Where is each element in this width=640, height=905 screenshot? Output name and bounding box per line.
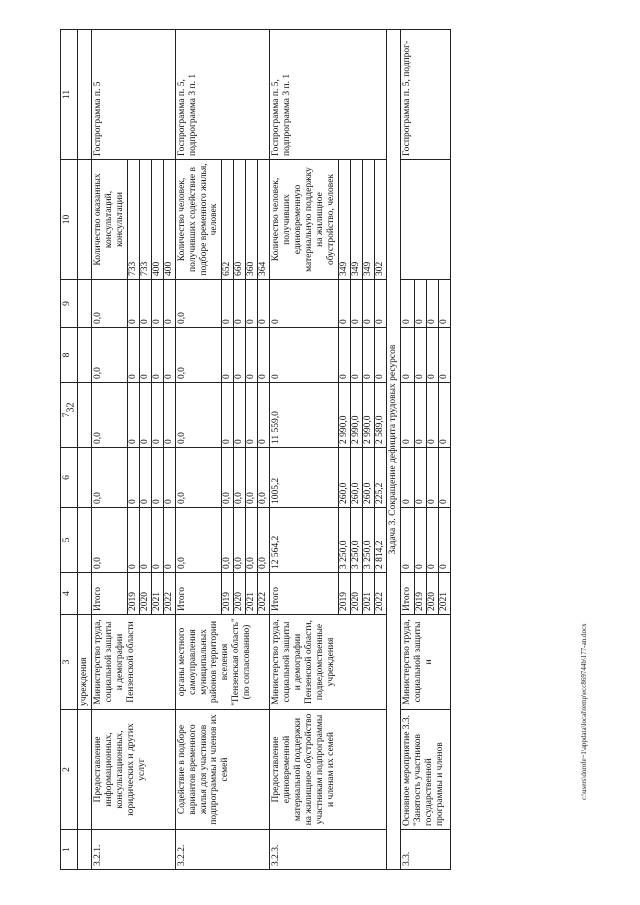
activity-executor: Министерство труда, социальной защиты и демографии Пензенской области	[91, 615, 175, 710]
value-cell: 0,0	[246, 508, 258, 573]
source-cell: Госпрограмма п. 5, подпрог-	[400, 30, 450, 160]
header-cell: 7	[61, 383, 78, 448]
cell	[78, 160, 92, 280]
value-cell: 0	[438, 508, 450, 573]
value-cell: 0,0	[175, 383, 222, 448]
value-cell: 0	[258, 280, 270, 328]
value-cell: 0	[362, 280, 374, 328]
value-cell: 0	[163, 280, 175, 328]
value-cell: 2 990,0	[350, 383, 362, 448]
year-cell: 2020	[139, 573, 151, 615]
indicator-value: 364	[258, 160, 270, 280]
value-cell: 0	[151, 383, 163, 448]
year-cell: 2022	[374, 573, 386, 615]
program-table-sheet	[60, 30, 580, 870]
value-cell: 0,0	[234, 448, 246, 508]
task-title: Задача 3. Сокращение дефицита трудовых ресурсов	[386, 30, 400, 870]
value-cell: 0	[414, 328, 426, 383]
footer-path: c:\users\dorofe~1\appdata\local\temp\ecc869744b\177-an.docx	[580, 623, 588, 800]
value-cell: 0	[127, 280, 139, 328]
activity-name: Содействие в подборе вариантов временного жилья для участников подпрограммы и членов их семей	[175, 710, 270, 830]
value-cell: 0	[438, 383, 450, 448]
value-cell: 0	[163, 328, 175, 383]
source-cell: Госпрограмма п. 5	[91, 30, 175, 160]
cell	[78, 30, 92, 160]
value-cell: 0	[234, 280, 246, 328]
value-cell: 0	[139, 328, 151, 383]
activity-number: 3.2.1.	[91, 830, 175, 870]
value-cell: 0	[222, 280, 234, 328]
activity-executor: Министерство труда, социальной защиты и демографии Пензенской области, подведомственные учреждения	[270, 615, 387, 710]
year-cell: 2019	[338, 573, 350, 615]
value-cell: 0,0	[91, 328, 127, 383]
activity-row	[91, 30, 127, 870]
value-cell: 260,0	[362, 448, 374, 508]
cell	[78, 830, 92, 870]
value-cell: 0	[438, 448, 450, 508]
indicator-cell: Количество человек, получивших единовременную материальную поддержку на жилищное обустройство, человек	[270, 160, 339, 280]
value-cell: 0	[163, 383, 175, 448]
executor-cell: учреждения	[78, 615, 92, 710]
header-cell: 2	[61, 710, 78, 830]
carry-row	[78, 30, 92, 870]
year-cell: 2022	[163, 573, 175, 615]
value-cell: 0	[151, 508, 163, 573]
indicator-value: 302	[374, 160, 386, 280]
indicator-cell: Количество оказанных консультаций, консультации	[91, 160, 127, 280]
indicator-cell	[400, 160, 450, 280]
activity-number: 3.2.3.	[270, 830, 387, 870]
value-cell: 260,0	[350, 448, 362, 508]
year-cell: 2022	[258, 573, 270, 615]
cell	[78, 328, 92, 383]
year-cell: Итого	[270, 573, 339, 615]
value-cell: 0	[350, 328, 362, 383]
indicator-value: 360	[246, 160, 258, 280]
value-cell: 0	[270, 328, 339, 383]
value-cell: 0,0	[175, 508, 222, 573]
year-cell: Итого	[91, 573, 127, 615]
value-cell: 2 990,0	[362, 383, 374, 448]
indicator-value: 733	[139, 160, 151, 280]
indicator-value: 733	[127, 160, 139, 280]
task-row	[386, 30, 400, 870]
value-cell: 0	[151, 280, 163, 328]
year-cell: 2021	[362, 573, 374, 615]
activity-name: Предоставление единовременной материальной поддержки на жилищное обустройство участникам подпрограммы и членам их семей	[270, 710, 387, 830]
indicator-value: 349	[350, 160, 362, 280]
value-cell: 0	[163, 448, 175, 508]
value-cell: 1005,2	[270, 448, 339, 508]
value-cell: 0,0	[175, 280, 222, 328]
value-cell: 0	[258, 383, 270, 448]
value-cell: 0	[400, 328, 414, 383]
cell	[78, 280, 92, 328]
value-cell: 0	[374, 280, 386, 328]
activity-executor: Министерство труда, социальной защиты и	[400, 615, 450, 710]
value-cell: 2 990,0	[338, 383, 350, 448]
value-cell: 0	[139, 383, 151, 448]
header-cell: 11	[61, 30, 78, 160]
value-cell: 0	[151, 448, 163, 508]
program-table	[60, 29, 451, 870]
value-cell: 0	[127, 328, 139, 383]
value-cell: 0	[139, 280, 151, 328]
value-cell: 0	[139, 508, 151, 573]
value-cell: 0	[400, 508, 414, 573]
value-cell: 0	[258, 328, 270, 383]
value-cell: 0,0	[222, 508, 234, 573]
indicator-value: 349	[338, 160, 350, 280]
value-cell: 0	[374, 328, 386, 383]
year-cell: 2020	[426, 573, 438, 615]
activity-name: Основное мероприятие 3.3. "Занятость участников государственной программы и членов	[400, 710, 450, 830]
value-cell: 3 250,0	[338, 508, 350, 573]
value-cell: 0	[400, 448, 414, 508]
value-cell: 0	[426, 280, 438, 328]
header-cell: 9	[61, 280, 78, 328]
year-cell: 2020	[234, 573, 246, 615]
year-cell: 2019	[127, 573, 139, 615]
year-cell: 2020	[350, 573, 362, 615]
activity-number: 3.2.2.	[175, 830, 270, 870]
value-cell: 0,0	[258, 448, 270, 508]
cell	[78, 508, 92, 573]
value-cell: 0	[414, 280, 426, 328]
header-cell: 6	[61, 448, 78, 508]
value-cell: 0,0	[258, 508, 270, 573]
year-cell: 2019	[222, 573, 234, 615]
value-cell: 0	[234, 383, 246, 448]
value-cell: 0,0	[222, 448, 234, 508]
value-cell: 0	[400, 383, 414, 448]
value-cell: 0	[426, 448, 438, 508]
value-cell: 0	[246, 280, 258, 328]
value-cell: 3 250,0	[362, 508, 374, 573]
value-cell: 0	[400, 280, 414, 328]
indicator-cell: Количество человек, получивших содействие в подборе временного жилья, человек	[175, 160, 222, 280]
indicator-value: 660	[234, 160, 246, 280]
value-cell: 0	[234, 328, 246, 383]
value-cell: 0	[151, 328, 163, 383]
value-cell: 0	[338, 280, 350, 328]
value-cell: 12 564,2	[270, 508, 339, 573]
value-cell: 0,0	[246, 448, 258, 508]
cell	[78, 383, 92, 448]
page-number: 32	[65, 402, 77, 413]
value-cell: 225,2	[374, 448, 386, 508]
value-cell: 0	[222, 383, 234, 448]
value-cell: 0,0	[175, 328, 222, 383]
header-cell: 10	[61, 160, 78, 280]
activity-number: 3.3.	[400, 830, 450, 870]
year-cell: 2021	[438, 573, 450, 615]
activity-executor: органы местного самоуправления муниципальных районов территории вселения "Пензенская область" (по согласованию)	[175, 615, 270, 710]
value-cell: 0,0	[91, 383, 127, 448]
value-cell: 0	[426, 508, 438, 573]
year-cell: 2019	[414, 573, 426, 615]
year-cell: 2021	[246, 573, 258, 615]
value-cell: 0	[127, 383, 139, 448]
value-cell: 2 589,0	[374, 383, 386, 448]
value-cell: 0	[338, 328, 350, 383]
header-cell: 3	[61, 615, 78, 710]
value-cell: 0	[222, 328, 234, 383]
value-cell: 0	[438, 280, 450, 328]
value-cell: 0	[127, 508, 139, 573]
value-cell: 0	[414, 448, 426, 508]
value-cell: 260,0	[338, 448, 350, 508]
value-cell: 2 814,2	[374, 508, 386, 573]
value-cell: 0	[350, 280, 362, 328]
indicator-value: 652	[222, 160, 234, 280]
header-cell: 1	[61, 830, 78, 870]
header-row	[61, 30, 78, 870]
value-cell: 0	[426, 383, 438, 448]
value-cell: 0,0	[91, 280, 127, 328]
value-cell: 11 559,0	[270, 383, 339, 448]
activity-name: Предоставление информационных, консультационных, юридических и других услуг	[91, 710, 175, 830]
indicator-value: 400	[151, 160, 163, 280]
indicator-value: 349	[362, 160, 374, 280]
activity-row	[270, 30, 339, 870]
source-cell: Госпрограмма п. 5, подпрограмма 3 п. 1	[270, 30, 387, 160]
cell	[78, 710, 92, 830]
activity-row	[175, 30, 222, 870]
header-cell: 4	[61, 573, 78, 615]
value-cell: 0	[163, 508, 175, 573]
cell	[78, 573, 92, 615]
year-cell: Итого	[400, 573, 414, 615]
value-cell: 0	[414, 508, 426, 573]
value-cell: 0,0	[91, 508, 127, 573]
source-cell: Госпрограмма п. 5, подпрограмма 3 п. 1	[175, 30, 270, 160]
value-cell: 0,0	[234, 508, 246, 573]
header-cell: 5	[61, 508, 78, 573]
value-cell: 0	[362, 328, 374, 383]
year-cell: Итого	[175, 573, 222, 615]
value-cell: 0	[246, 383, 258, 448]
value-cell: 0	[270, 280, 339, 328]
activity-row	[400, 30, 414, 870]
year-cell: 2021	[151, 573, 163, 615]
value-cell: 0	[426, 328, 438, 383]
value-cell: 0	[438, 328, 450, 383]
value-cell: 0	[139, 448, 151, 508]
value-cell: 0,0	[175, 448, 222, 508]
indicator-value: 400	[163, 160, 175, 280]
cell	[78, 448, 92, 508]
value-cell: 0	[414, 383, 426, 448]
value-cell: 0	[127, 448, 139, 508]
value-cell: 3 250,0	[350, 508, 362, 573]
header-cell: 8	[61, 328, 78, 383]
value-cell: 0,0	[91, 448, 127, 508]
value-cell: 0	[246, 328, 258, 383]
